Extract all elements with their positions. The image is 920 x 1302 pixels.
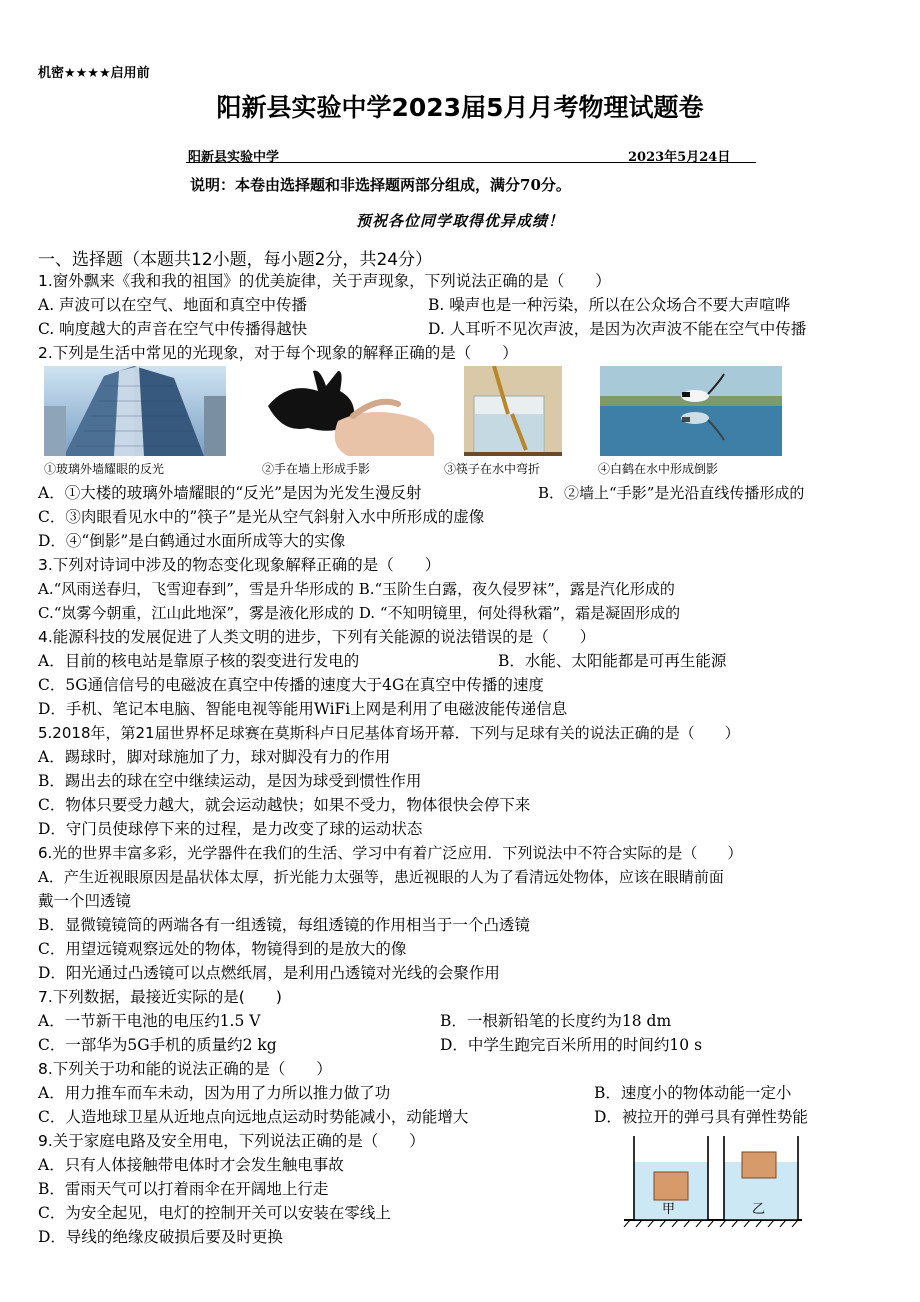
q4-option-d: D．手机、笔记本电脑、智能电视等能用WiFi上网是利用了电磁波能传递信息	[38, 700, 568, 718]
glass-building-image	[44, 366, 226, 456]
q7-option-c: C．一部华为5G手机的质量约2 kg	[38, 1036, 277, 1054]
q9-stem: 9.关于家庭电路及安全用电，下列说法正确的是（ ）	[38, 1132, 425, 1150]
q9-option-b: B．雷雨天气可以打着雨伞在开阔地上行走	[38, 1180, 329, 1198]
page-title: 阳新县实验中学2023届5月月考物理试题卷	[216, 93, 704, 122]
q3-options-cd: C.“岚雾今朝重，江山此地深”，雾是液化形成的 D. “不知明镜里，何处得秋霜”，霜是凝固形成的	[38, 604, 681, 622]
q5-option-c: C．物体只要受力越大，就会运动越快；如果不受力，物体很快会停下来	[38, 796, 531, 814]
label-yi: 乙	[752, 1202, 766, 1217]
q6-option-a-cont: 戴一个凹透镜	[38, 892, 132, 910]
q8-option-a: A．用力推车而车未动，因为用了力所以推力做了功	[38, 1084, 391, 1102]
label-jia: 甲	[662, 1202, 676, 1217]
q4-stem: 4.能源科技的发展促进了人类文明的进步，下列有关能源的说法错误的是（ ）	[38, 628, 596, 646]
q6-option-c: C．用望远镜观察远处的物体，物镜得到的是放大的像	[38, 940, 407, 958]
exam-date: 2023年5月24日	[628, 150, 731, 165]
confidential-mark: 机密★★★★启用前	[38, 66, 150, 81]
q9-option-a: A．只有人体接触带电体时才会发生触电事故	[38, 1156, 344, 1174]
q6-option-a: A．产生近视眼原因是晶状体太厚，折光能力太强等，患近视眼的人为了看清远处物体，应该在眼睛前面	[38, 868, 724, 886]
q8-option-b: B．速度小的物体动能一定小	[594, 1084, 792, 1102]
q1-option-d: D. 人耳听不见次声波，是因为次声波不能在空气中传播	[428, 320, 807, 338]
q8-stem: 8.下列关于功和能的说法正确的是（ ）	[38, 1060, 332, 1078]
q2-option-a: A．①大楼的玻璃外墙耀眼的“反光”是因为光发生漫反射	[38, 484, 422, 502]
q4-option-c: C．5G通信信号的电磁波在真空中传播的速度大于4G在真空中传播的速度	[38, 676, 544, 694]
q7-option-d: D．中学生跑完百米所用的时间约10 s	[440, 1036, 703, 1054]
q1-option-a: A. 声波可以在空气、地面和真空中传播	[38, 296, 308, 314]
exam-note: 说明：本卷由选择题和非选择题两部分组成，满分70分。	[190, 176, 571, 194]
q7-stem: 7.下列数据，最接近实际的是( )	[38, 988, 282, 1006]
q2-caption-2: ②手在墙上形成手影	[262, 462, 371, 476]
q1-stem: 1.窗外飘来《我和我的祖国》的优美旋律，关于声现象，下列说法正确的是（ ）	[38, 272, 611, 290]
q1-option-c: C. 响度越大的声音在空气中传播得越快	[38, 320, 308, 338]
q1-option-b: B. 噪声也是一种污染，所以在公众场合不要大声喧哗	[428, 296, 791, 314]
q6-option-b: B．显微镜镜筒的两端各有一组透镜，每组透镜的作用相当于一个凸透镜	[38, 916, 530, 934]
header-divider	[186, 162, 756, 163]
q4-option-b: B．水能、太阳能都是可再生能源	[498, 652, 727, 670]
q2-stem: 2.下列是生活中常见的光现象，对于每个现象的解释正确的是（ ）	[38, 344, 518, 362]
school-name: 阳新县实验中学	[188, 150, 280, 165]
q2-caption-3: ③筷子在水中弯折	[444, 462, 541, 476]
crane-reflection-image	[600, 366, 782, 456]
q5-option-b: B．踢出去的球在空中继续运动，是因为球受到惯性作用	[38, 772, 422, 790]
q7-option-a: A．一节新干电池的电压约1.5 V	[38, 1012, 261, 1030]
q9-option-d: D．导线的绝缘皮破损后要及时更换	[38, 1228, 283, 1246]
q9-option-c: C．为安全起见，电灯的控制开关可以安装在零线上	[38, 1204, 391, 1222]
q2-option-d: D．④“倒影”是白鹤通过水面所成等大的实像	[38, 532, 346, 550]
q2-caption-4: ④白鹤在水中形成倒影	[598, 462, 719, 476]
q9-container-figure	[620, 1132, 806, 1228]
q5-stem: 5.2018年，第21届世界杯足球赛在莫斯科卢日尼基体育场开幕．下列与足球有关的说法正确的是（ ）	[38, 724, 740, 742]
q2-caption-1: ①玻璃外墙耀眼的反光	[44, 462, 165, 476]
q4-option-a: A．目前的核电站是靠原子核的裂变进行发电的	[38, 652, 360, 670]
q3-options-ab: A.“风雨送春归，飞雪迎春到”，雪是升华形成的 B.“玉阶生白露，夜久侵罗袜”，露是汽化形成的	[38, 580, 675, 598]
q8-option-d: D．被拉开的弹弓具有弹性势能	[594, 1108, 808, 1126]
hand-shadow-image	[258, 366, 436, 456]
q5-option-a: A．踢球时，脚对球施加了力，球对脚没有力的作用	[38, 748, 391, 766]
q6-stem: 6.光的世界丰富多彩，光学器件在我们的生活、学习中有着广泛应用．下列说法中不符合实际的是（ ）	[38, 844, 743, 862]
q7-option-b: B．一根新铅笔的长度约为18 dm	[440, 1012, 672, 1030]
q6-option-d: D．阳光通过凸透镜可以点燃纸屑，是利用凸透镜对光线的会聚作用	[38, 964, 500, 982]
q5-option-d: D．守门员使球停下来的过程，是力改变了球的运动状态	[38, 820, 423, 838]
chopstick-in-water-image	[464, 366, 562, 456]
q8-option-c: C．人造地球卫星从近地点向远地点运动时势能减小，动能增大	[38, 1108, 469, 1126]
q3-stem: 3.下列对诗词中涉及的物态变化现象解释正确的是（ ）	[38, 556, 441, 574]
q2-option-b: B．②墙上“手影”是光沿直线传播形成的	[538, 484, 805, 502]
section-heading: 一、选择题（本题共12小题，每小题2分，共24分）	[38, 250, 433, 270]
q2-option-c: C．③肉眼看见水中的”筷子”是光从空气斜射入水中所形成的虚像	[38, 508, 485, 526]
good-luck-line: 预祝各位同学取得优异成绩！	[355, 212, 564, 230]
